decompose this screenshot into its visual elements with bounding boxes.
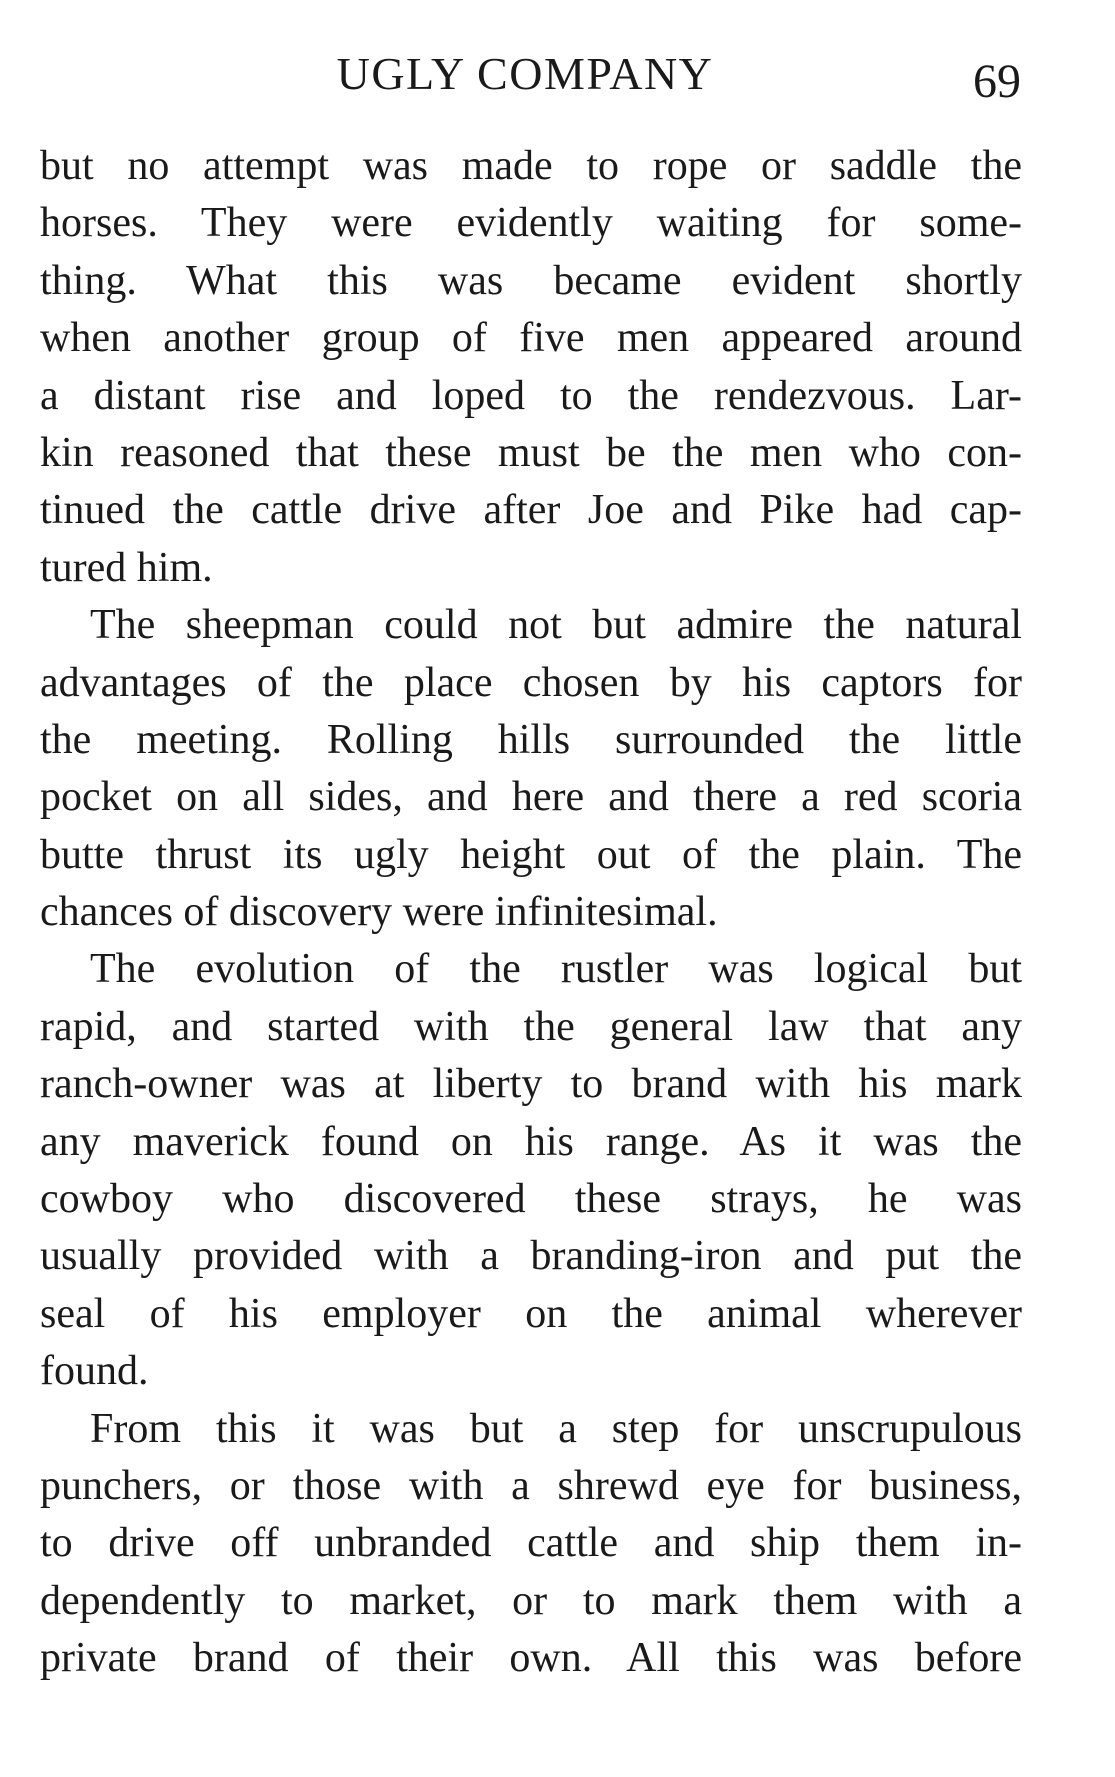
text-line: a distant rise and loped to the rendezvous. Lar- (40, 372, 1022, 419)
text-line: advantages of the place chosen by his captors for (40, 659, 1022, 706)
text-line: cowboy who discovered these strays, he was (40, 1176, 1022, 1223)
text-line: tinued the cattle drive after Joe and Pike had cap- (40, 487, 1022, 534)
text-line: found. (40, 1348, 149, 1395)
text-line: The evolution of the rustler was logical but (90, 946, 1022, 993)
running-head (0, 44, 1115, 108)
text-line: ranch-owner was at liberty to brand with his mark (40, 1061, 1022, 1108)
running-title: UGLY COMPANY (336, 48, 714, 99)
text-line: chances of discovery were infinitesimal. (40, 889, 718, 936)
text-line: the meeting. Rolling hills surrounded the little (40, 716, 1022, 763)
text-line: pocket on all sides, and here and there a red scoria (40, 774, 1022, 821)
text-line: when another group of five men appeared around (40, 315, 1022, 362)
page-number: 69 (973, 55, 1021, 108)
text-line: punchers, or those with a shrewd eye for business, (40, 1462, 1022, 1509)
text-line: rapid, and started with the general law that any (40, 1003, 1022, 1050)
text-line: horses. They were evidently waiting for some- (40, 200, 1022, 247)
text-line: any maverick found on his range. As it was the (40, 1118, 1022, 1165)
text-line: From this it was but a step for unscrupulous (90, 1405, 1022, 1452)
text-line: tured him. (40, 544, 213, 591)
text-line: to drive off unbranded cattle and ship them in- (40, 1520, 1022, 1567)
text-line: The sheepman could not but admire the natural (90, 602, 1022, 649)
text-line: usually provided with a branding-iron and put the (40, 1233, 1022, 1280)
text-line: private brand of their own. All this was before (40, 1635, 1022, 1682)
text-line: thing. What this was became evident shortly (40, 257, 1022, 304)
text-line: but no attempt was made to rope or saddle the (40, 143, 1022, 189)
text-line: seal of his employer on the animal wherever (40, 1290, 1022, 1337)
text-line: dependently to market, or to mark them with a (40, 1577, 1022, 1624)
text-line: butte thrust its ugly height out of the plain. The (40, 831, 1022, 878)
body-text (40, 138, 1022, 1688)
text-line: kin reasoned that these must be the men who con- (40, 429, 1022, 476)
